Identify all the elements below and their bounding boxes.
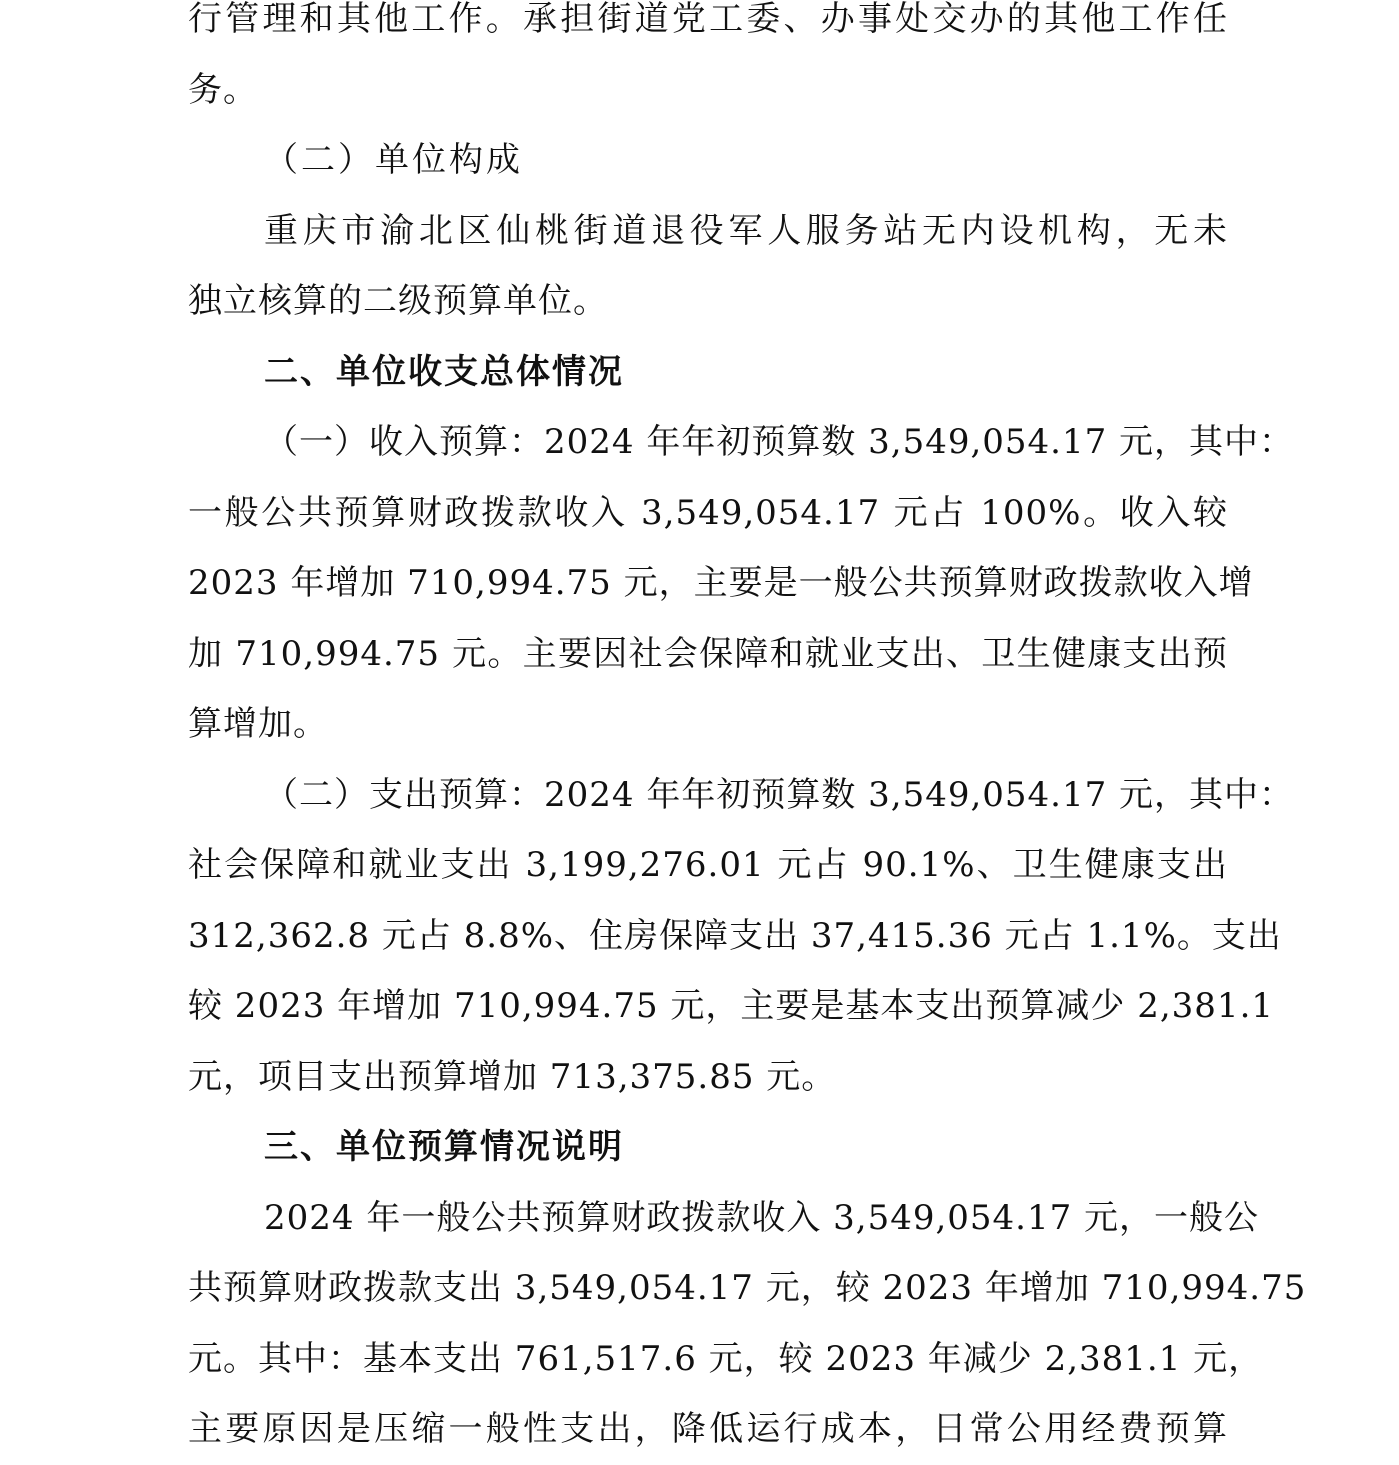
paragraph-line: 312,362.8 元占 8.8%、住房保障支出 37,415.36 元占 1.1%。支出 [188,915,1282,956]
section-subheading: （二）单位构成 [264,140,523,180]
paragraph-line: 社会保障和就业支出 3,199,276.01 元占 90.1%、卫生健康支出 [188,845,1228,885]
paragraph-line: 元。其中：基本支出 761,517.6 元，较 2023 年减少 2,381.1 元， [188,1338,1264,1379]
paragraph-line: 较 2023 年增加 710,994.75 元，主要是基本支出预算减少 2,381.1 [188,986,1275,1026]
document-page [188,0,1307,1465]
paragraph-line: 2024 年一般公共预算财政拨款收入 3,549,054.17 元，一般公 [264,1197,1260,1238]
paragraph-line: 务。 [188,69,258,110]
paragraph-line: 独立核算的二级预算单位。 [188,281,608,321]
section-heading: 二、单位收支总体情况 [264,351,624,392]
paragraph-line: 主要原因是压缩一般性支出，降低运行成本，日常公用经费预算 [188,1409,1228,1449]
paragraph-line: 算增加。 [188,704,328,744]
paragraph-line: 一般公共预算财政拨款收入 3,549,054.17 元占 100%。收入较 [188,492,1228,533]
paragraph-line: 重庆市渝北区仙桃街道退役军人服务站无内设机构，无未 [264,210,1228,251]
paragraph-line: 行管理和其他工作。承担街道党工委、办事处交办的其他工作任 [188,0,1228,39]
paragraph-line: （二）支出预算：2024 年年初预算数 3,549,054.17 元，其中： [264,774,1295,815]
paragraph-line: 2023 年增加 710,994.75 元，主要是一般公共预算财政拨款收入增 [188,563,1254,603]
section-heading: 三、单位预算情况说明 [264,1127,624,1167]
paragraph-line: 元，项目支出预算增加 713,375.85 元。 [188,1056,837,1097]
paragraph-line: 加 710,994.75 元。主要因社会保障和就业支出、卫生健康支出预 [188,633,1228,674]
paragraph-line: （一）收入预算：2024 年年初预算数 3,549,054.17 元，其中： [264,422,1295,462]
paragraph-line: 共预算财政拨款支出 3,549,054.17 元，较 2023 年增加 710,994.75 [188,1268,1307,1308]
